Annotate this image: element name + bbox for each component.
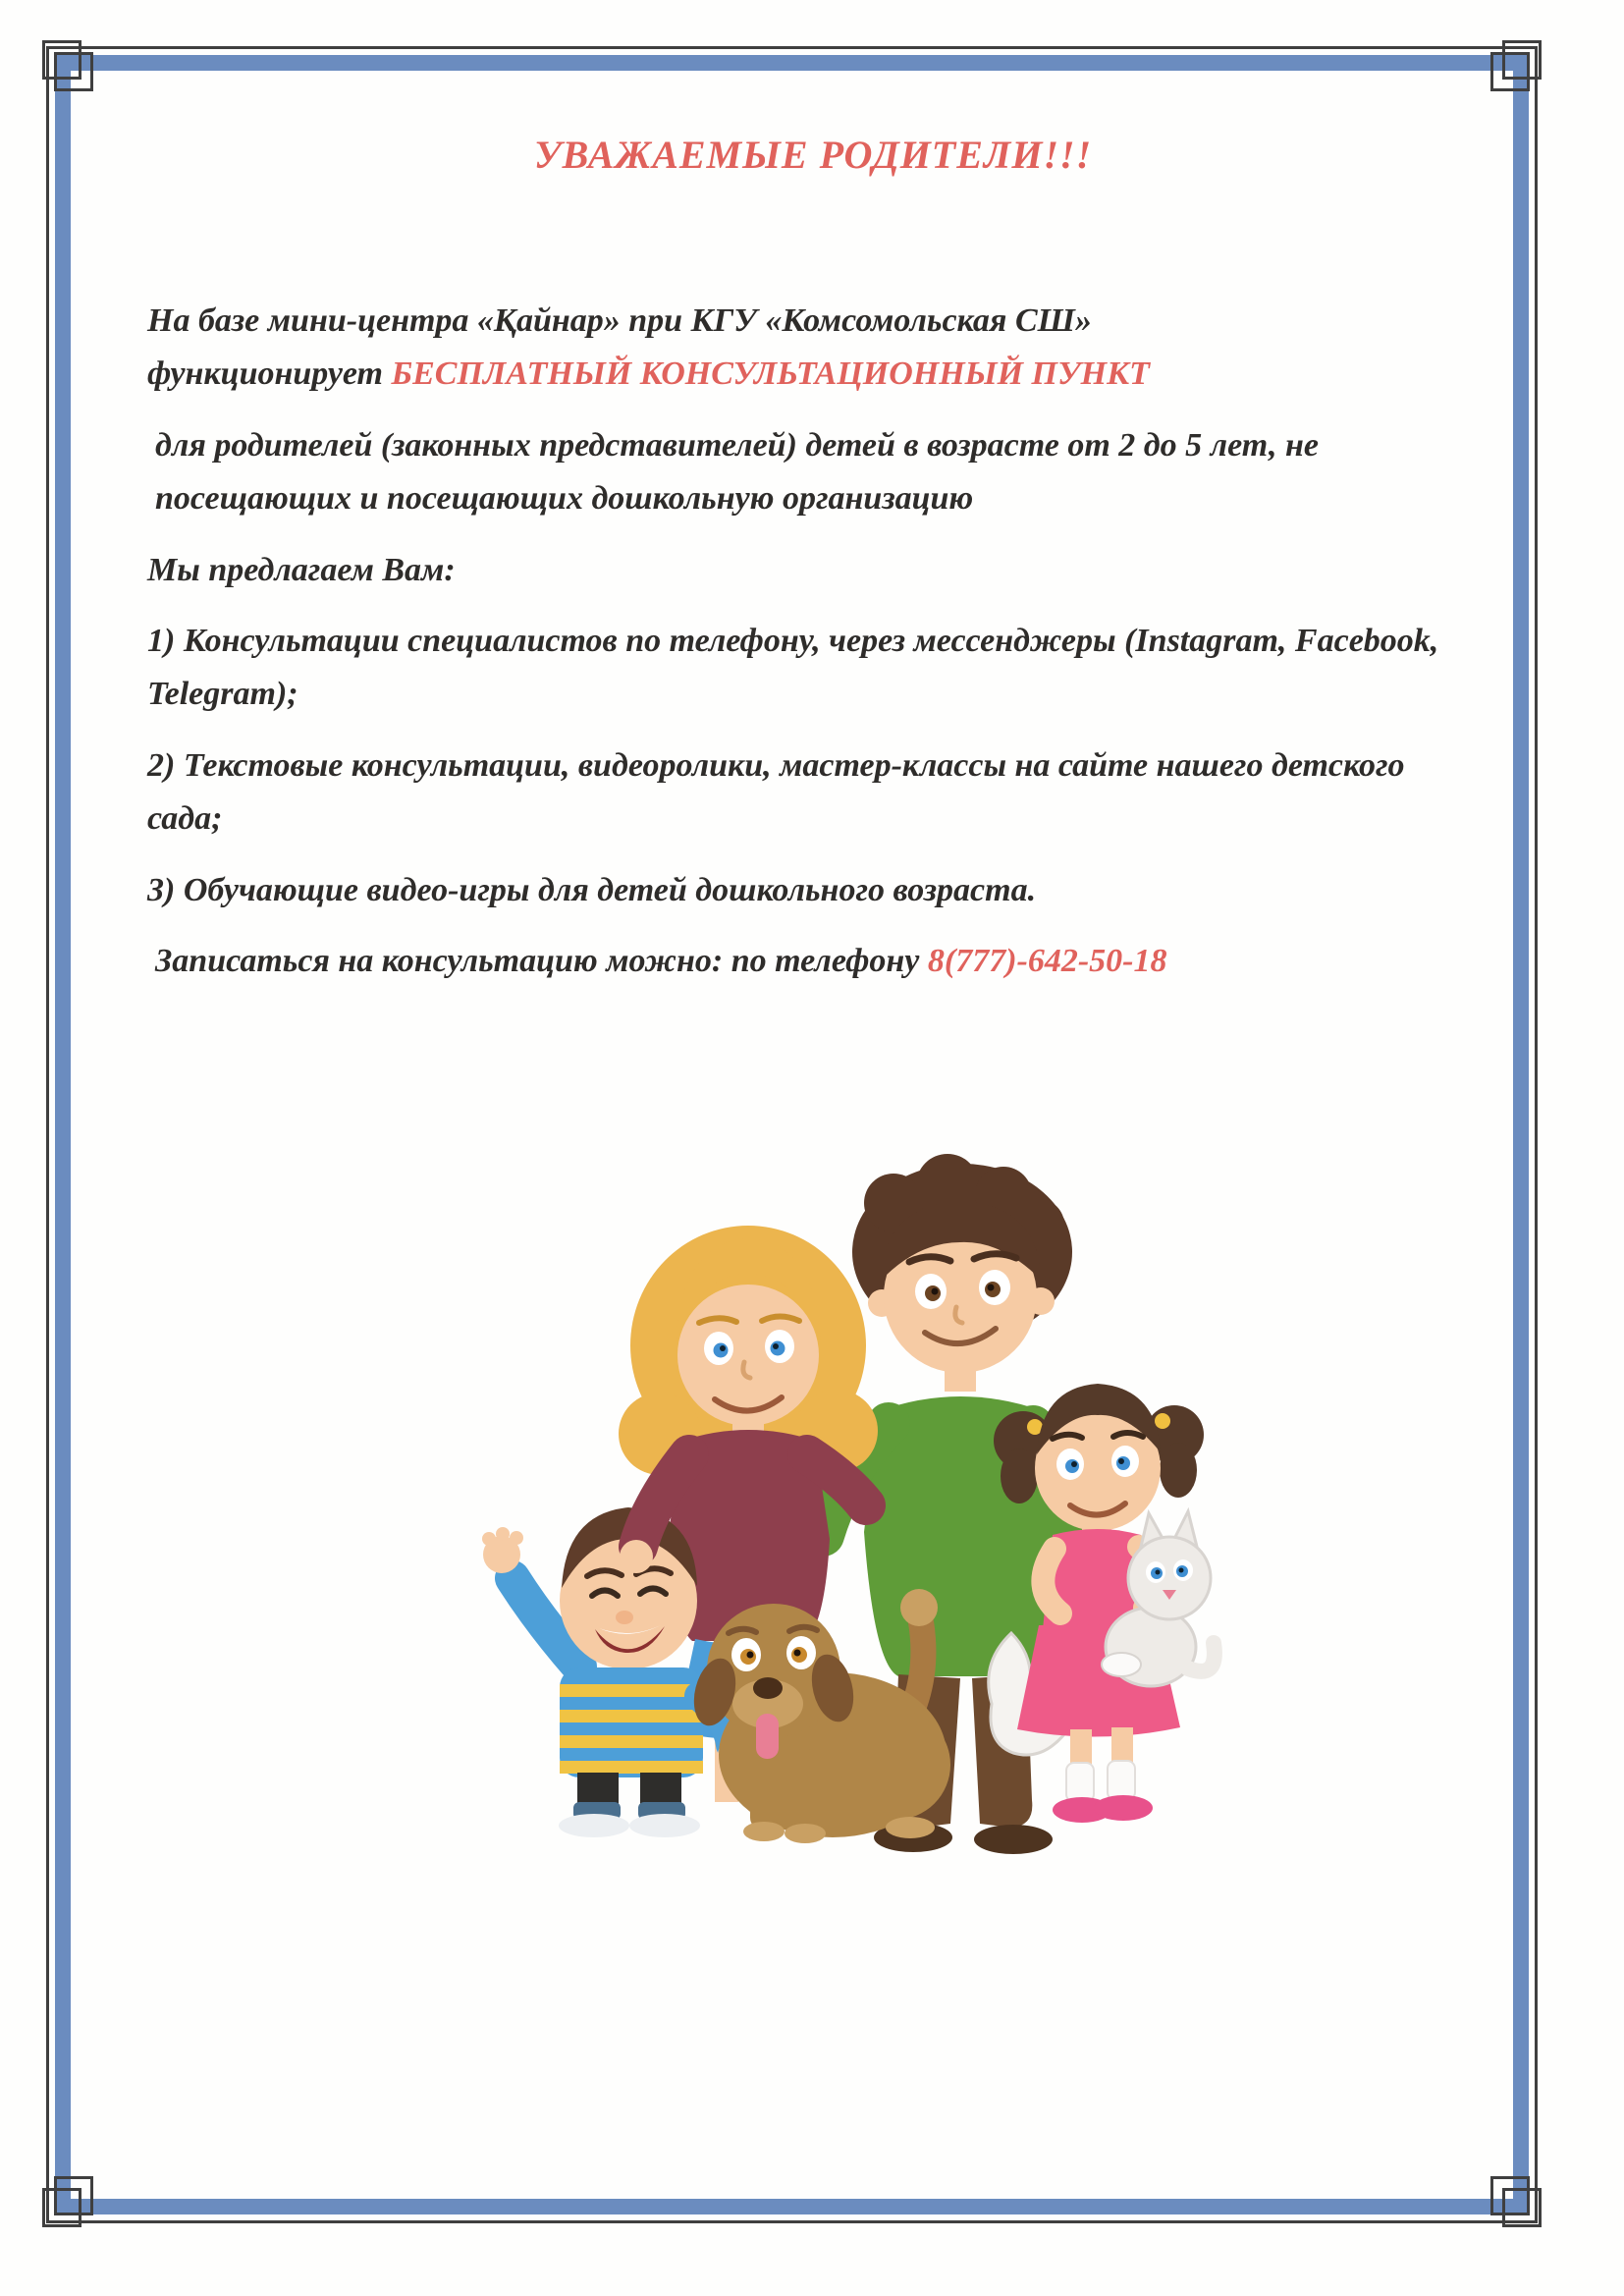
document-body (147, 124, 1479, 1006)
corner-knot-top-right (1490, 52, 1530, 91)
list-item-2: 2) Текстовые консультации, видеоролики, мастер-классы на сайте нашего детского сада; (147, 746, 1405, 838)
corner-knot-top-left (54, 52, 93, 91)
paragraph-intro (147, 295, 1479, 402)
intro-text-line2: функционирует (147, 355, 392, 393)
phone-number: 8(777)-642-50-18 (927, 942, 1167, 979)
list-item-1: 1) Консультации специалистов по телефону, через мессенджеры (Instagram, Facebook, Telegram); (147, 622, 1439, 713)
family-illustration (383, 1115, 1247, 1866)
free-consultation-highlight: БЕСПЛАТНЫЙ КОНСУЛЬТАЦИОННЫЙ ПУНКТ (391, 355, 1150, 393)
paragraph-offer-heading: Мы предлагаем Вам: (147, 551, 456, 588)
corner-knot-bottom-right (1490, 2176, 1530, 2215)
striped-shirt (560, 1667, 703, 1777)
intro-text-line1: На базе мини-центра «Қайнар» при КГУ «Комсомольская СШ» (147, 302, 1092, 339)
dog-figure (687, 1589, 950, 1843)
page-title: УВАЖАЕМЫЕ РОДИТЕЛИ!!! (533, 133, 1093, 177)
paragraph-audience: для родителей (законных представителей) детей в возрасте от 2 до 5 лет, не посещающих и посещающих дошкольную организацию (155, 426, 1319, 518)
corner-knot-bottom-left (54, 2176, 93, 2215)
list-item-3: 3) Обучающие видео-игры для детей дошкольного возраста. (147, 871, 1037, 908)
signup-text: Записаться на консультацию можно: по телефону (155, 942, 928, 979)
paragraph-signup (147, 935, 1479, 988)
